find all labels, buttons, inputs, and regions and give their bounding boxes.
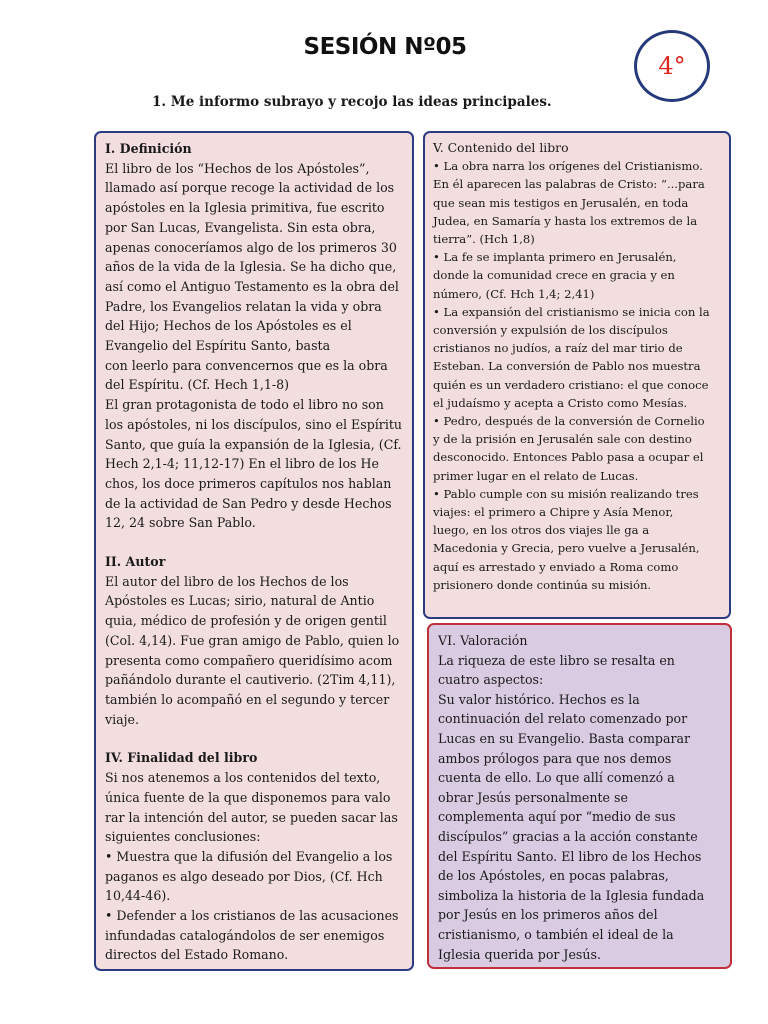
text-line: número, (Cf. Hch 1,4; 2,41) [433,286,595,301]
text-line: y de la prisión en Jerusalén sale con destino [433,432,692,447]
left-column-box [94,131,414,971]
text-line: apenas conoceríamos algo de los primeros 30 [105,239,397,255]
text-line: con leerlo para convencernos que es la obra [105,357,388,373]
text-line: chos, los doce primeros capítulos nos hablan [105,475,392,491]
text-line: El autor del libro de los Hechos de los [105,573,349,589]
text-line: conversión y expulsión de los discípulos [433,323,668,338]
text-line: obrar Jesús personalmente se [438,789,628,805]
contenido-text [433,157,721,594]
text-line: simboliza la historia de la Iglesia fundada [438,887,705,903]
text-line: desconocido. Entonces Pablo pasa a ocupar el [433,450,704,465]
section-heading-definicion: I. Definición [105,141,192,156]
text-line: • Pablo cumple con su misión realizando tres [433,486,699,501]
text-line: también lo acompañó en el segundo y tercer [105,691,390,707]
text-line: del Espíritu Santo. El libro de los Hechos [438,848,702,864]
text-line: de la actividad de San Pedro y desde Hechos [105,495,392,511]
text-line: viajes: el primero a Chipre y Asía Menor, [433,505,674,520]
text-line: Judea, en Samaría y hasta los extremos de la [433,213,698,228]
text-line: • Defender a los cristianos de las acusaciones [105,908,399,924]
text-line: que sean mis testigos en Jerusalén, en toda [433,195,689,210]
text-line: • Muestra que la difusión del Evangelio a los [105,848,393,864]
definicion-text [105,159,403,533]
text-line: siguientes conclusiones: [105,829,261,845]
text-line: prisionero donde continúa su misión. [433,577,652,592]
text-line: 10,44-46). [105,888,171,904]
text-line: quién es un verdadero cristiano: el que conoce [433,377,709,392]
text-line: el judaísmo y acepta a Cristo como Mesías. [433,395,688,410]
text-line: los apóstoles, ni los discípulos, sino el Espíritu [105,416,403,432]
text-line: por Jesús en los primeros años del [438,907,658,923]
text-line: así como el Antiguo Testamento es la obra del [105,278,399,294]
text-line: cristianos no judíos, a raíz del mar tirio de [433,341,683,356]
section-heading-contenido: V. Contenido del libro [433,140,569,155]
text-line: de los Apóstoles, en pocas palabras, [438,868,669,884]
text-line: cuenta de ello. Lo que allí comenzó a [438,770,675,786]
autor-text [105,572,403,730]
text-line: del Espíritu. (Cf. Hech 1,1-8) [105,377,290,393]
text-line: • La obra narra los orígenes del Cristianismo. [433,159,703,174]
text-line: Evangelio del Espíritu Santo, basta [105,338,331,354]
text-line: continuación del relato comenzado por [438,711,688,727]
text-line: cuatro aspectos: [438,672,544,688]
text-line: quia, médico de profesión y de origen gentil [105,613,387,629]
text-line: • La expansión del cristianismo se inicia con la [433,304,710,319]
section-heading-autor: II. Autor [105,554,166,570]
text-line: luego, en los otros dos viajes lle ga a [433,523,650,538]
text-line: del Hijo; Hechos de los Apóstoles es el [105,318,352,334]
text-line: donde la comunidad crece en gracia y en [433,268,675,283]
text-line: El libro de los “Hechos de los Apóstoles”, [105,160,370,176]
text-line: Apóstoles es Lucas; sirio, natural de Antio [105,593,375,609]
text-line: 12, 24 sobre San Pablo. [105,515,256,531]
text-line: El gran protagonista de todo el libro no son [105,397,384,413]
text-line: infundadas catalogándolos de ser enemigos [105,927,385,943]
finalidad-text [105,768,403,965]
text-line: rar la intención del autor, se pueden sacar las [105,809,398,825]
text-line: • Pedro, después de la conversión de Cornelio [433,414,705,429]
text-line: paganos es algo deseado por Dios, (Cf. Hch [105,868,383,884]
text-line: única fuente de la que disponemos para valo [105,789,391,805]
text-line: años de la vida de la Iglesia. Se ha dicho que, [105,259,397,275]
text-line: Padre, los Evangelios relatan la vida y obra [105,298,382,314]
text-line: La riqueza de este libro se resalta en [438,652,675,668]
text-line: (Col. 4,14). Fue gran amigo de Pablo, quien lo [105,632,400,648]
text-line: aquí es arrestado y enviado a Roma como [433,559,679,574]
text-line: apóstoles en la Iglesia primitiva, fue escrito [105,200,385,216]
instruction-text: 1. Me informo subrayo y recojo las ideas principales. [152,94,552,110]
text-line: complementa aquí por “medio de sus [438,809,676,825]
section-heading-valoracion: VI. Valoración [438,633,528,648]
text-line: cristianismo, o también el ideal de la [438,926,674,942]
text-line: Si nos atenemos a los contenidos del texto, [105,770,381,786]
text-line: Iglesia querida por Jesús. [438,946,601,962]
grade-badge: 4° [634,30,710,102]
text-line: ambos prólogos para que nos demos [438,750,672,766]
text-line: Su valor histórico. Hechos es la [438,691,640,707]
text-line: discípulos” gracias a la acción constante [438,828,698,844]
section-heading-finalidad: IV. Finalidad del libro [105,750,258,766]
text-line: por San Lucas, Evangelista. Sin esta obra, [105,219,376,235]
text-line: viaje. [105,711,140,727]
text-line: primer lugar en el relato de Lucas. [433,468,639,483]
text-line: Santo, que guía la expansión de la Iglesia, (Cf. [105,436,402,452]
text-line: Esteban. La conversión de Pablo nos muestra [433,359,701,374]
text-line: tierra”. (Hch 1,8) [433,232,535,247]
valoracion-text [438,651,721,965]
text-line: En él aparecen las palabras de Cristo: “...para [433,177,705,192]
text-line: directos del Estado Romano. [105,947,289,963]
text-line: Macedonia y Grecia, pero vuelve a Jerusalén, [433,541,700,556]
text-line: presenta como compañero queridísimo acom [105,652,393,668]
text-line: Hech 2,1-4; 11,12-17) En el libro de los He [105,456,379,472]
text-line: llamado así porque recoge la actividad de los [105,180,395,196]
text-line: • La fe se implanta primero en Jerusalén, [433,250,677,265]
valoracion-box [427,623,732,969]
text-line: pañándolo durante el cautiverio. (2Tim 4,11), [105,672,396,688]
text-line: Lucas en su Evangelio. Basta comparar [438,730,691,746]
contenido-box [423,131,731,619]
page-title: SESIÓN Nº05 [303,34,467,60]
